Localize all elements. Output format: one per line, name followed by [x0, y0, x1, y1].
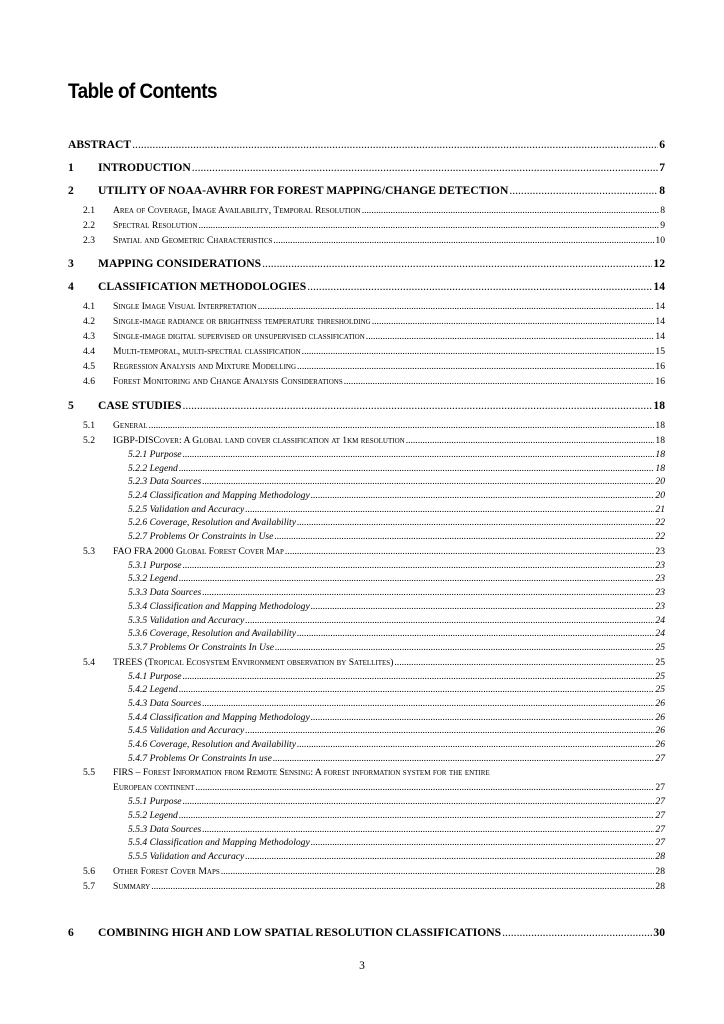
table-of-contents [68, 138, 665, 939]
dot-leader [509, 184, 658, 197]
toc-entry-5-5-4[interactable] [68, 836, 665, 850]
toc-entry-page: 18 [655, 419, 665, 431]
toc-entry-page: 23 [655, 600, 665, 612]
toc-entry-number: 4.1 [83, 301, 95, 313]
dot-leader [202, 823, 654, 837]
toc-entry-page: 9 [660, 219, 665, 231]
toc-entry-5-2-7[interactable] [68, 530, 665, 544]
toc-entry-page: 24 [655, 628, 665, 640]
toc-entry-section-2[interactable] [68, 184, 665, 197]
dot-leader [221, 864, 655, 879]
toc-entry-number: 5.7 [83, 880, 95, 892]
toc-entry-4-5[interactable] [68, 359, 665, 374]
toc-entry-5-4-5[interactable] [68, 724, 665, 738]
toc-entry-number: 5 [68, 398, 74, 412]
toc-entry-title: INTRODUCTION [98, 160, 191, 174]
toc-entry-title: 5.2.3 Data Sources [128, 476, 202, 488]
dot-leader [275, 641, 654, 655]
toc-entry-title: Area of Coverage, Image Availability, Temporal Resolution [113, 204, 361, 216]
toc-entry-title: 5.5.1 Purpose [128, 796, 182, 808]
toc-entry-title: 5.2.4 Classification and Mapping Methodology [128, 490, 310, 502]
toc-entry-title: 5.3.3 Data Sources [128, 587, 202, 599]
dot-leader [245, 850, 654, 864]
toc-entry-number: 1 [68, 160, 74, 174]
toc-entry-5-5-continued[interactable] [68, 780, 665, 795]
toc-entry-title: 5.5.5 Validation and Accuracy [128, 851, 245, 863]
toc-entry-title: Other Forest Cover Maps [113, 865, 220, 877]
toc-entry-page: 23 [655, 545, 665, 557]
dot-leader [179, 462, 655, 476]
dot-leader [183, 670, 655, 684]
toc-entry-page: 18 [653, 398, 665, 412]
toc-entry-page: 27 [655, 796, 665, 808]
toc-entry-number: 5.2 [83, 434, 95, 446]
dot-leader [179, 572, 655, 586]
dot-leader [182, 399, 652, 412]
toc-entry-title: 5.5.2 Legend [128, 810, 178, 822]
toc-entry-5-5-3[interactable] [68, 823, 665, 837]
dot-leader [372, 314, 655, 329]
dot-leader [502, 926, 652, 939]
toc-entry-title: 5.4.3 Data Sources [128, 697, 202, 709]
toc-entry-number: 5.5 [83, 767, 95, 779]
toc-entry-5-4-7[interactable] [68, 752, 665, 766]
dot-leader [132, 138, 658, 151]
toc-entry-5-7[interactable] [68, 879, 665, 894]
toc-entry-page: 14 [655, 316, 665, 328]
toc-entry-page: 7 [659, 160, 665, 174]
toc-entry-page: 14 [655, 331, 665, 343]
toc-entry-4-3[interactable] [68, 329, 665, 344]
toc-entry-5-4-4[interactable] [68, 711, 665, 725]
toc-entry-title: Single-image radiance or brightness temperature thresholding [113, 316, 371, 328]
toc-entry-title: Forest Monitoring and Change Analysis Considerations [113, 376, 343, 388]
toc-entry-page: 27 [655, 810, 665, 822]
toc-entry-5-3[interactable] [68, 544, 665, 559]
toc-entry-page: 28 [655, 865, 665, 877]
toc-entry-title: Summary [113, 880, 151, 892]
toc-entry-number: 2.1 [83, 204, 95, 216]
dot-leader [179, 809, 655, 823]
toc-entry-section-5[interactable] [68, 399, 665, 412]
toc-entry-5-5[interactable] [68, 765, 665, 780]
toc-entry-title: 5.4.6 Coverage, Resolution and Availability [128, 739, 296, 751]
toc-entry-page: 26 [655, 697, 665, 709]
dot-leader [297, 627, 654, 641]
toc-entry-title: General [113, 419, 148, 431]
toc-entry-number: 5.6 [83, 865, 95, 877]
toc-entry-page: 30 [653, 925, 665, 939]
toc-entry-number: 4.2 [83, 316, 95, 328]
dot-leader [151, 879, 654, 894]
toc-entry-5-3-7[interactable] [68, 641, 665, 655]
toc-entry-page: 10 [655, 234, 665, 246]
toc-entry-section-3[interactable] [68, 257, 665, 270]
toc-entry-page: 20 [655, 490, 665, 502]
toc-entry-title: 5.5.4 Classification and Mapping Methodology [128, 837, 310, 849]
toc-entry-5-4-2[interactable] [68, 683, 665, 697]
dot-leader [297, 738, 654, 752]
toc-entry-title: FAO FRA 2000 Global Forest Cover Map [113, 545, 284, 557]
dot-leader [199, 218, 660, 233]
toc-entry-number: 4.6 [83, 376, 95, 388]
dot-leader [362, 203, 659, 218]
toc-entry-page: 23 [655, 559, 665, 571]
toc-entry-page: 23 [655, 573, 665, 585]
toc-entry-5-5-5[interactable] [68, 850, 665, 864]
toc-entry-page: 24 [655, 614, 665, 626]
page-number: 3 [359, 960, 365, 972]
page-title: Table of Contents [68, 80, 218, 103]
toc-entry-title: Single Image Visual Interpretation [113, 301, 257, 313]
dot-leader [179, 683, 655, 697]
toc-entry-number: 2 [68, 183, 74, 197]
dot-leader [183, 795, 655, 809]
dot-leader [202, 475, 654, 489]
dot-leader [297, 516, 654, 530]
toc-entry-5-2[interactable] [68, 433, 665, 448]
toc-entry-title: 5.4.7 Problems Or Constraints In use [128, 752, 272, 764]
toc-entry-number: 4.5 [83, 361, 95, 373]
dot-leader [302, 344, 655, 359]
toc-entry-page: 21 [655, 503, 665, 515]
toc-entry-title: ABSTRACT [68, 138, 132, 151]
toc-entry-title: CASE STUDIES [98, 398, 182, 412]
dot-leader [183, 448, 655, 462]
toc-entry-4-2[interactable] [68, 314, 665, 329]
dot-leader [311, 489, 655, 503]
toc-entry-number: 5.1 [83, 419, 95, 431]
toc-entry-5-5-1[interactable] [68, 795, 665, 809]
toc-entry-5-4-1[interactable] [68, 670, 665, 684]
dot-leader [262, 257, 652, 270]
dot-leader [183, 559, 655, 573]
toc-entry-title: Spatial and Geometric Characteristics [113, 234, 273, 246]
section-spacer [68, 894, 665, 916]
toc-entry-page: 16 [655, 361, 665, 373]
dot-leader [307, 280, 652, 293]
dot-leader [297, 359, 654, 374]
toc-entry-5-3-4[interactable] [68, 600, 665, 614]
toc-entry-section-1[interactable] [68, 161, 665, 174]
toc-entry-number: 5.3 [83, 545, 95, 557]
toc-entry-title: Regression Analysis and Mixture Modelling [113, 361, 297, 373]
toc-entry-page: 18 [655, 434, 665, 446]
toc-entry-number: 4 [68, 280, 74, 294]
toc-entry-title: 5.3.4 Classification and Mapping Methodology [128, 600, 310, 612]
toc-entry-5-2-1[interactable] [68, 448, 665, 462]
dot-leader [344, 374, 655, 389]
toc-entry-title: 5.3.5 Validation and Accuracy [128, 614, 245, 626]
toc-entry-page: 25 [655, 656, 665, 668]
toc-entry-5-3-1[interactable] [68, 559, 665, 573]
toc-entry-4-6[interactable] [68, 374, 665, 389]
toc-entry-page: 12 [653, 257, 665, 271]
toc-entry-title: TREES (Tropical Ecosystem Environment observation by Satellites) [113, 656, 394, 668]
toc-entry-title: CLASSIFICATION METHODOLOGIES [98, 280, 307, 294]
toc-entry-title: 5.3.1 Purpose [128, 559, 182, 571]
toc-entry-2-2[interactable] [68, 218, 665, 233]
toc-entry-title: Multi-temporal, multi-spectral classification [113, 346, 301, 358]
dot-leader [273, 752, 655, 766]
toc-entry-5-5-2[interactable] [68, 809, 665, 823]
toc-entry-title: 5.2.6 Coverage, Resolution and Availability [128, 517, 296, 529]
toc-entry-number: 6 [68, 925, 74, 939]
dot-leader [406, 433, 655, 448]
toc-entry-2-3[interactable] [68, 233, 665, 248]
toc-entry-title: IGBP-DISCover: A Global land cover classification at 1km resolution [113, 434, 405, 446]
toc-entry-number: 2.3 [83, 234, 95, 246]
toc-entry-title: 5.4.2 Legend [128, 684, 178, 696]
dot-leader [285, 544, 655, 559]
toc-entry-abstract[interactable] [68, 138, 665, 151]
toc-entry-5-1[interactable] [68, 418, 665, 433]
toc-entry-5-2-3[interactable] [68, 475, 665, 489]
toc-entry-title: 5.3.2 Legend [128, 573, 178, 585]
toc-entry-5-2-4[interactable] [68, 489, 665, 503]
toc-entry-title: Single-image digital supervised or unsupervised classification [113, 331, 365, 343]
toc-entry-page: 22 [655, 517, 665, 529]
toc-entry-section-4[interactable] [68, 280, 665, 293]
toc-entry-page: 27 [655, 837, 665, 849]
toc-entry-page: 18 [655, 448, 665, 460]
dot-leader [366, 329, 655, 344]
toc-entry-title: 5.4.4 Classification and Mapping Methodology [128, 711, 310, 723]
toc-entry-title: MAPPING CONSIDERATIONS [98, 257, 262, 271]
toc-entry-2-1[interactable] [68, 203, 665, 218]
toc-entry-page: 8 [660, 204, 665, 216]
dot-leader [192, 161, 658, 174]
toc-entry-title: 5.2.7 Problems Or Constraints in Use [128, 531, 274, 543]
dot-leader [245, 724, 654, 738]
toc-entry-page: 20 [655, 476, 665, 488]
toc-entry-5-3-6[interactable] [68, 627, 665, 641]
toc-entry-5-3-5[interactable] [68, 614, 665, 628]
dot-leader [245, 503, 654, 517]
toc-entry-page: 27 [655, 823, 665, 835]
dot-leader [311, 836, 655, 850]
toc-entry-page: 25 [655, 641, 665, 653]
toc-entry-section-6[interactable] [68, 926, 665, 939]
dot-leader [202, 586, 654, 600]
toc-entry-title: 5.4.5 Validation and Accuracy [128, 725, 245, 737]
dot-leader [245, 614, 654, 628]
toc-entry-number: 3 [68, 257, 74, 271]
toc-entry-5-4-6[interactable] [68, 738, 665, 752]
toc-entry-title: UTILITY OF NOAA-AVHRR FOR FOREST MAPPING/CHANGE DETECTION [98, 183, 509, 197]
toc-entry-number: 4.4 [83, 346, 95, 358]
toc-entry-5-4-3[interactable] [68, 697, 665, 711]
toc-entry-page: 27 [655, 782, 665, 794]
toc-entry-page: 26 [655, 739, 665, 751]
dot-leader [258, 299, 655, 314]
toc-entry-title: 5.3.6 Coverage, Resolution and Availability [128, 628, 296, 640]
toc-entry-page: 28 [655, 880, 665, 892]
toc-entry-5-3-3[interactable] [68, 586, 665, 600]
toc-entry-5-3-2[interactable] [68, 572, 665, 586]
dot-leader [394, 655, 654, 670]
toc-entry-page: 14 [655, 301, 665, 313]
toc-entry-page: 8 [659, 183, 665, 197]
dot-leader [311, 600, 655, 614]
toc-entry-title: 5.2.1 Purpose [128, 448, 182, 460]
toc-entry-page: 16 [655, 376, 665, 388]
toc-entry-number: 4.3 [83, 331, 95, 343]
toc-entry-5-2-2[interactable] [68, 462, 665, 476]
toc-entry-5-6[interactable] [68, 864, 665, 879]
toc-entry-page: 23 [655, 587, 665, 599]
dot-leader [274, 530, 654, 544]
toc-entry-page: 22 [655, 531, 665, 543]
toc-entry-page: 15 [655, 346, 665, 358]
toc-entry-title: 5.3.7 Problems Or Constraints In Use [128, 641, 274, 653]
toc-entry-5-4[interactable] [68, 655, 665, 670]
toc-entry-title: 5.4.1 Purpose [128, 670, 182, 682]
dot-leader [195, 780, 654, 795]
toc-entry-4-1[interactable] [68, 299, 665, 314]
toc-entry-title: 5.5.3 Data Sources [128, 823, 202, 835]
toc-entry-page: 18 [655, 462, 665, 474]
toc-entry-number: 2.2 [83, 219, 95, 231]
dot-leader [311, 711, 655, 725]
toc-entry-title: 5.2.5 Validation and Accuracy [128, 503, 245, 515]
toc-entry-title-continuation: European continent [113, 782, 195, 794]
toc-entry-4-4[interactable] [68, 344, 665, 359]
toc-entry-title: COMBINING HIGH AND LOW SPATIAL RESOLUTION CLASSIFICATIONS [98, 925, 502, 939]
toc-entry-page: 26 [655, 725, 665, 737]
toc-entry-5-2-5[interactable] [68, 503, 665, 517]
toc-entry-page: 27 [655, 752, 665, 764]
toc-entry-page: 25 [655, 684, 665, 696]
toc-entry-number: 5.4 [83, 656, 95, 668]
toc-entry-title: 5.2.2 Legend [128, 462, 178, 474]
toc-entry-5-2-6[interactable] [68, 516, 665, 530]
toc-entry-page: 26 [655, 711, 665, 723]
toc-entry-page: 28 [655, 851, 665, 863]
toc-entry-title: Spectral Resolution [113, 219, 198, 231]
toc-entry-page: 25 [655, 670, 665, 682]
dot-leader [273, 233, 654, 248]
toc-entry-page: 14 [653, 280, 665, 294]
toc-entry-title: FIRS – Forest Information from Remote Sensing: A forest information system for the entire [113, 767, 490, 779]
toc-entry-page: 6 [659, 138, 665, 151]
dot-leader [202, 697, 654, 711]
dot-leader [149, 418, 655, 433]
